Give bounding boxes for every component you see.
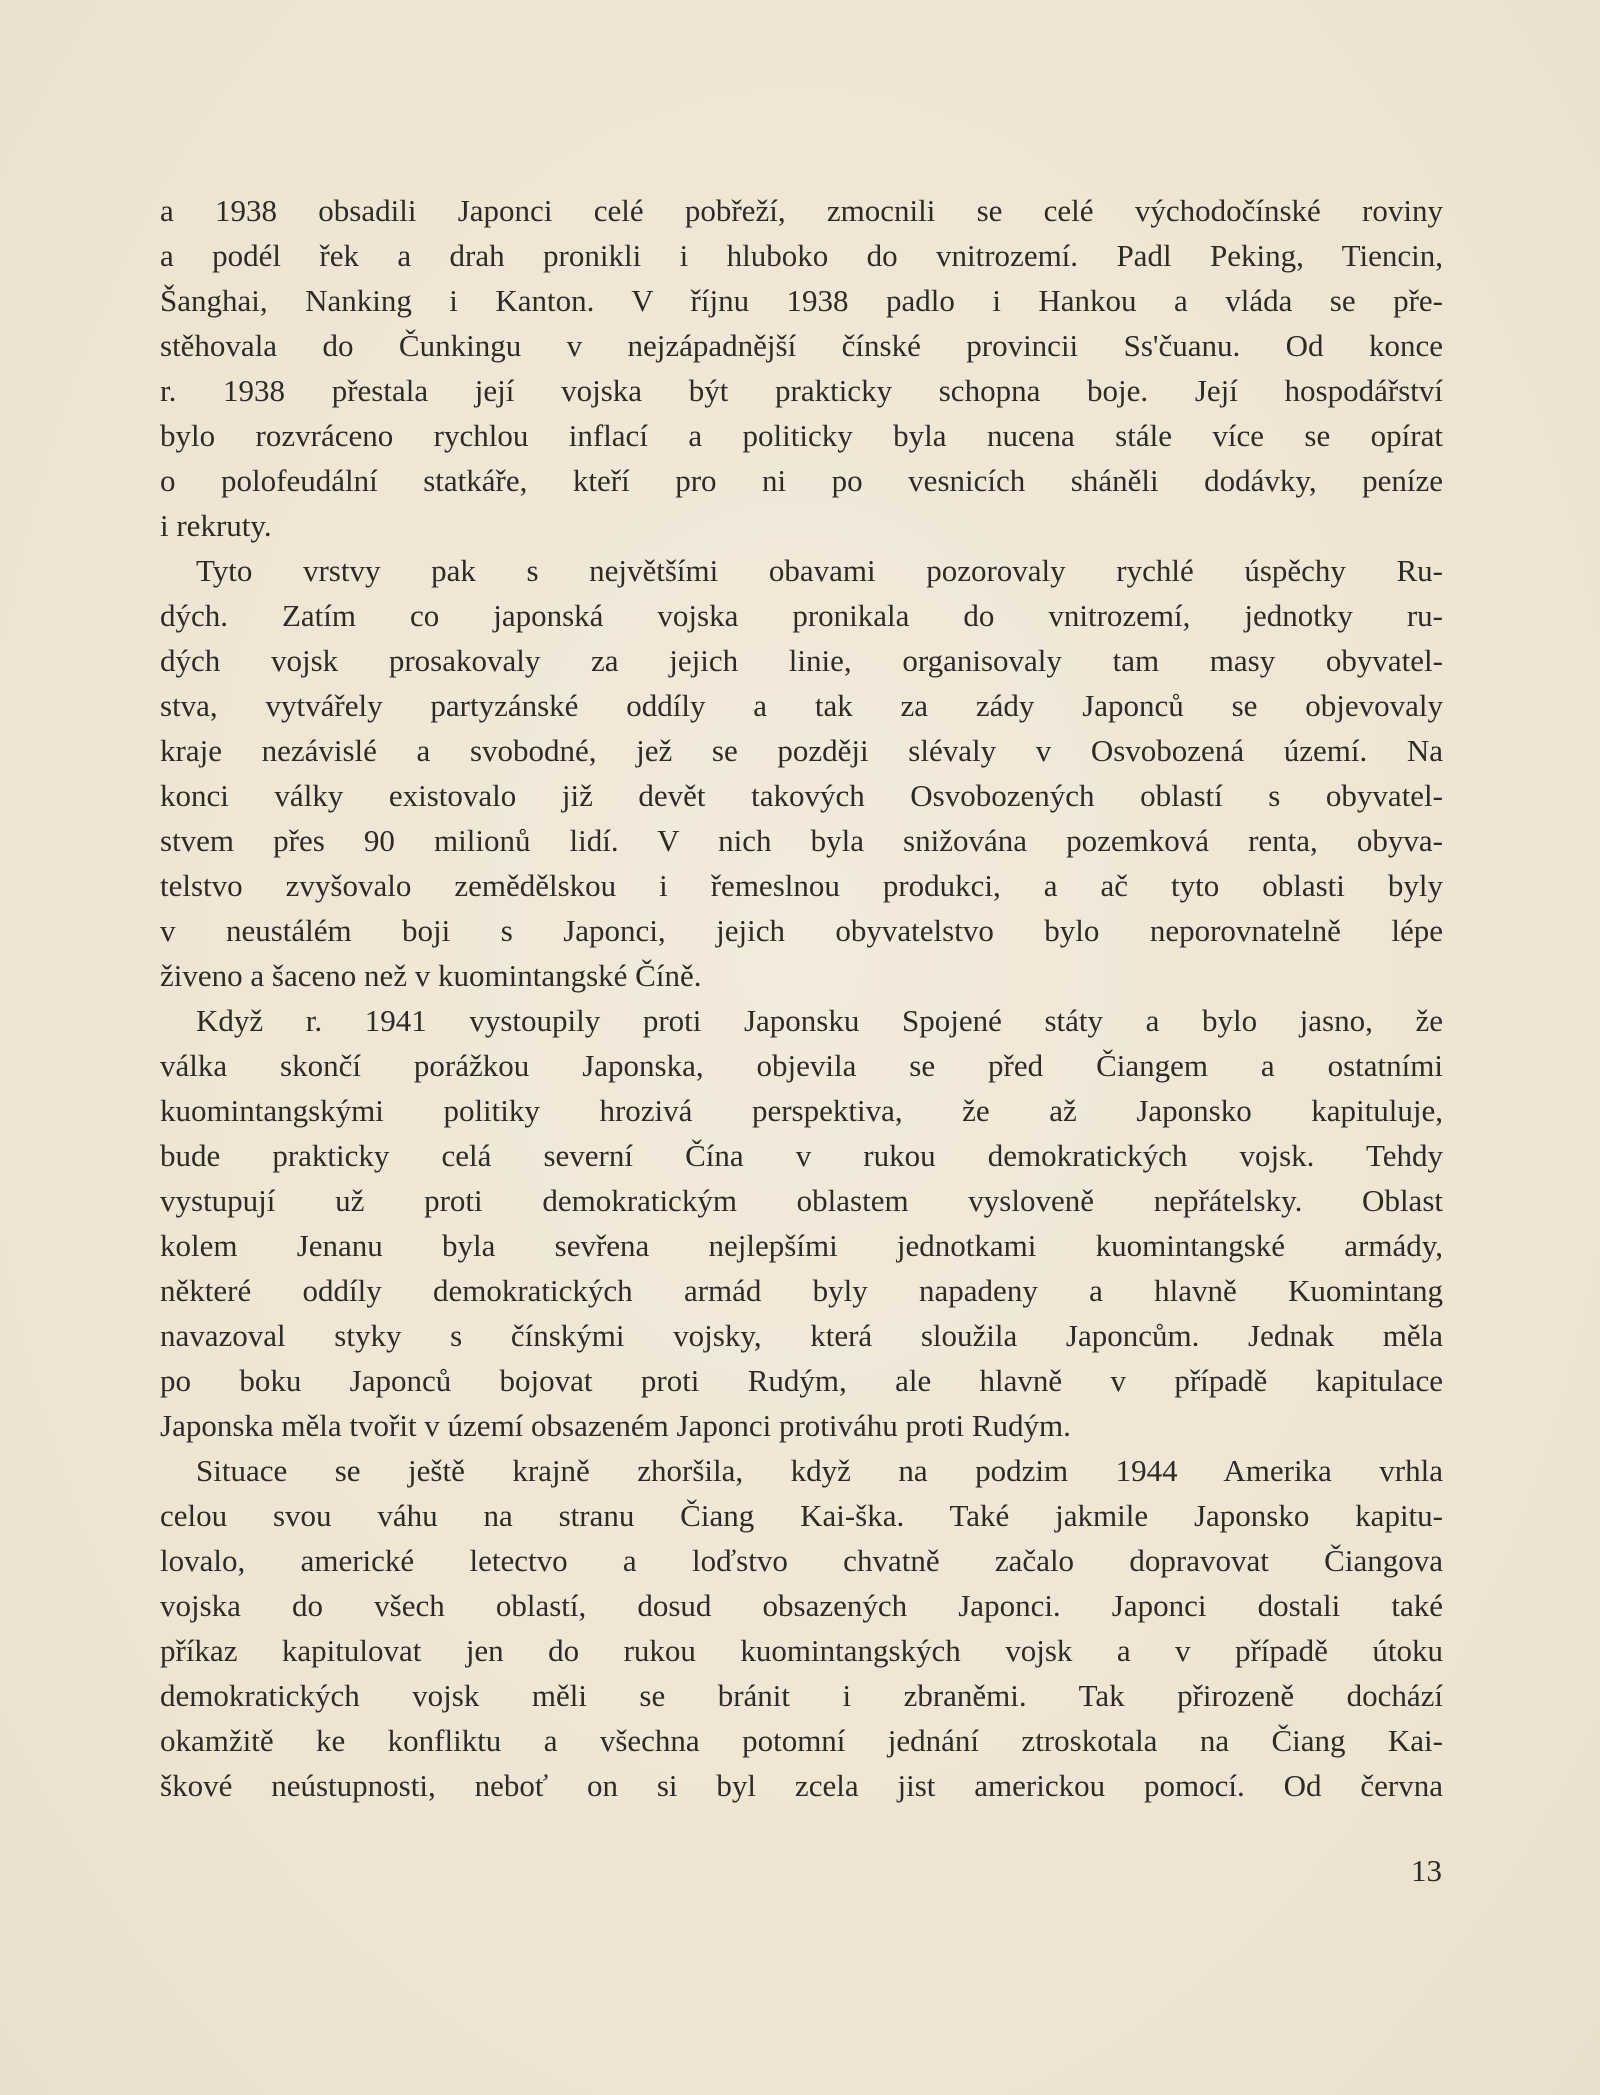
text-line: navazoval styky s čínskými vojsky, která sloužila Japoncům. Jednak měla (160, 1318, 1443, 1353)
text-line: celou svou váhu na stranu Čiang Kai-ška. Také jakmile Japonsko kapitu- (160, 1498, 1443, 1533)
text-line: r. 1938 přestala její vojska být prakticky schopna boje. Její hospodářství (160, 373, 1443, 408)
text-line: dých vojsk prosakovaly za jejich linie, organisovaly tam masy obyvatel- (160, 643, 1443, 678)
text-line: Když r. 1941 vystoupily proti Japonsku Spojené státy a bylo jasno, že (196, 1003, 1443, 1038)
page-number: 13 (1411, 1853, 1442, 1888)
text-line: některé oddíly demokratických armád byly napadeny a hlavně Kuomintang (160, 1273, 1443, 1308)
text-line: živeno a šaceno než v kuomintangské Číně. (160, 958, 702, 993)
text-line: Situace se ještě krajně zhoršila, když na podzim 1944 Amerika vrhla (196, 1453, 1443, 1488)
paragraph (160, 998, 1443, 1448)
text-line: a podél řek a drah pronikli i hluboko do vnitrozemí. Padl Peking, Tiencin, (160, 238, 1443, 273)
text-line: i rekruty. (160, 508, 272, 543)
text-line: o polofeudální statkáře, kteří pro ni po vesnicích sháněli dodávky, peníze (160, 463, 1443, 498)
text-line: vojska do všech oblastí, dosud obsazených Japonci. Japonci dostali také (160, 1588, 1443, 1623)
text-line: stva, vytvářely partyzánské oddíly a tak za zády Japonců se objevovaly (160, 688, 1443, 723)
text-line: kraje nezávislé a svobodné, jež se později slévaly v Osvobozená území. Na (160, 733, 1443, 768)
body-text (160, 188, 1443, 1808)
paragraph (160, 1448, 1443, 1808)
text-line: stvem přes 90 milionů lidí. V nich byla snižována pozemková renta, obyva- (160, 823, 1443, 858)
text-line: konci války existovalo již devět takových Osvobozených oblastí s obyvatel- (160, 778, 1443, 813)
text-line: bylo rozvráceno rychlou inflací a politicky byla nucena stále více se opírat (160, 418, 1443, 453)
text-line: lovalo, americké letectvo a loďstvo chvatně začalo dopravovat Čiangova (160, 1543, 1443, 1578)
text-line: Japonska měla tvořit v území obsazeném Japonci protiváhu proti Rudým. (160, 1408, 1071, 1443)
text-line: stěhovala do Čunkingu v nejzápadnější čínské provincii Ss'čuanu. Od konce (160, 328, 1443, 363)
text-line: škové neústupnosti, neboť on si byl zcela jist americkou pomocí. Od června (160, 1768, 1443, 1803)
paragraph (160, 548, 1443, 998)
text-line: telstvo zvyšovalo zemědělskou i řemeslnou produkci, a ač tyto oblasti byly (160, 868, 1443, 903)
text-line: bude prakticky celá severní Čína v rukou demokratických vojsk. Tehdy (160, 1138, 1443, 1173)
text-line: kolem Jenanu byla sevřena nejlepšími jednotkami kuomintangské armády, (160, 1228, 1443, 1263)
text-line: vystupují už proti demokratickým oblastem vysloveně nepřátelsky. Oblast (160, 1183, 1443, 1218)
text-line: po boku Japonců bojovat proti Rudým, ale hlavně v případě kapitulace (160, 1363, 1443, 1398)
paragraph (160, 188, 1443, 548)
text-line: v neustálém boji s Japonci, jejich obyvatelstvo bylo neporovnatelně lépe (160, 913, 1443, 948)
text-line: kuomintangskými politiky hrozivá perspektiva, že až Japonsko kapituluje, (160, 1093, 1443, 1128)
text-line: demokratických vojsk měli se bránit i zbraněmi. Tak přirozeně dochází (160, 1678, 1443, 1713)
text-line: Šanghai, Nanking i Kanton. V říjnu 1938 padlo i Hankou a vláda se pře- (160, 283, 1443, 318)
text-line: a 1938 obsadili Japonci celé pobřeží, zmocnili se celé východočínské roviny (160, 193, 1443, 228)
text-line: válka skončí porážkou Japonska, objevila se před Čiangem a ostatními (160, 1048, 1443, 1083)
text-line: příkaz kapitulovat jen do rukou kuomintangských vojsk a v případě útoku (160, 1633, 1443, 1668)
text-line: Tyto vrstvy pak s největšími obavami pozorovaly rychlé úspěchy Ru- (196, 553, 1443, 588)
text-line: dých. Zatím co japonská vojska pronikala do vnitrozemí, jednotky ru- (160, 598, 1443, 633)
text-line: okamžitě ke konfliktu a všechna potomní jednání ztroskotala na Čiang Kai- (160, 1723, 1443, 1758)
